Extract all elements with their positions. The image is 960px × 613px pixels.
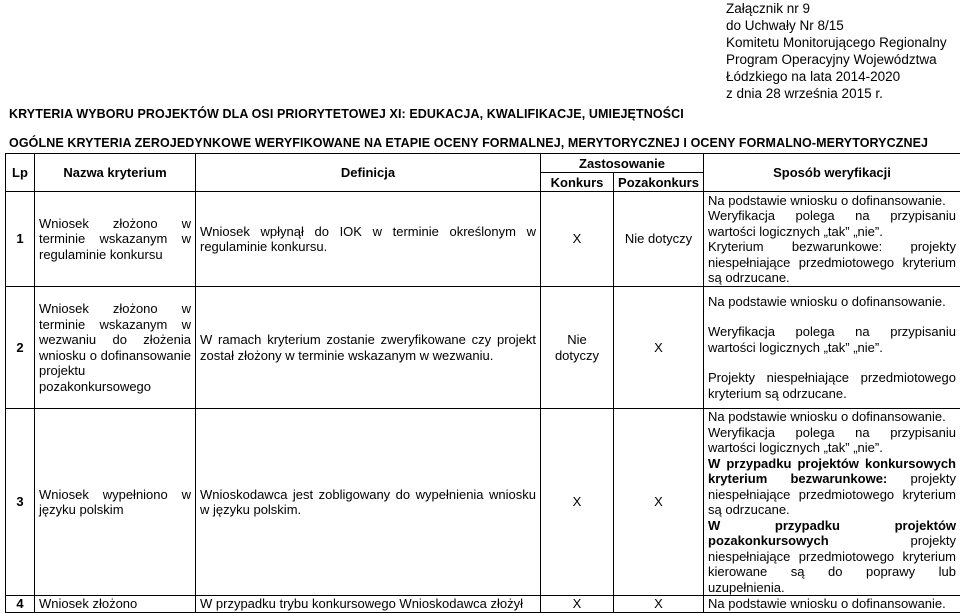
- verification-line: Na podstawie wniosku o dofinansowanie.: [708, 293, 946, 309]
- verification-method: Na podstawie wniosku o dofinansowanie.: [704, 596, 960, 613]
- header-application: Zastosowanie: [541, 154, 704, 173]
- verification-line: Weryfikacja polega na przypisaniu wartości logicznych „tak” „nie”.: [708, 208, 956, 239]
- verification-paragraph: [708, 456, 956, 518]
- verification-line: Kryterium bezwarunkowe: projekty niespełniające przedmiotowego kryterium są odrzucane.: [708, 239, 956, 285]
- konkurs-value: X: [541, 596, 614, 613]
- verification-text: projekty niespełniające przedmiotowego kryterium są odrzucane.: [708, 471, 956, 517]
- annex-line: Łódzkiego na lata 2014-2020: [726, 69, 901, 84]
- criterion-definition: W ramach kryterium zostanie zweryfikowane czy projekt został złożony w terminie wskazanym w wezwaniu.: [196, 287, 541, 409]
- header-pozakonkurs: Pozakonkurs: [614, 173, 704, 192]
- row-lp: 1: [6, 192, 35, 287]
- table-row: [6, 192, 960, 287]
- criterion-definition: Wniosek wpłynął do IOK w terminie określonym w regulaminie konkursu.: [196, 192, 541, 287]
- annex-line: Komitetu Monitorującego Regionalny: [726, 35, 947, 50]
- verification-method: [704, 287, 960, 409]
- annex-line: Załącznik nr 9: [726, 1, 811, 16]
- verification-method: [704, 192, 960, 287]
- row-lp: 2: [6, 287, 35, 409]
- criterion-name: Wniosek złożono w terminie wskazanym w wezwaniu do złożenia wniosku o dofinansowanie projektu pozakonkursowego: [35, 287, 196, 409]
- verification-bold: W przypadku projektów pozakonkursowych: [708, 517, 956, 548]
- konkurs-value: Nie dotyczy: [541, 287, 614, 409]
- pozakonkurs-value: X: [614, 596, 704, 613]
- verification-bold: W przypadku projektów konkursowych kryterium bezwarunkowe:: [708, 455, 956, 486]
- annex-line: Program Operacyjny Województwa: [726, 52, 937, 67]
- section-title: OGÓLNE KRYTERIA ZEROJEDYNKOWE WERYFIKOWANE NA ETAPIE OCENY FORMALNEJ, MERYTORYCZNEJ I OCENY FORMALNO-MERYTORYCZNEJ: [9, 136, 929, 150]
- pozakonkurs-value: Nie dotyczy: [614, 192, 704, 287]
- criterion-name: Wniosek wypełniono w języku polskim: [35, 409, 196, 596]
- table-header-row: [6, 154, 960, 173]
- annex-header: [726, 0, 947, 102]
- row-lp: 4: [6, 596, 35, 613]
- pozakonkurs-value: X: [614, 409, 704, 596]
- table-row: [6, 409, 960, 596]
- criteria-table: [5, 153, 960, 613]
- criterion-name: Wniosek złożono: [35, 596, 196, 613]
- verification-text: projekty niespełniające przedmiotowego kryterium kierowane są do poprawy lub uzupełnienia.: [708, 533, 956, 595]
- verification-paragraph: [708, 518, 956, 596]
- pozakonkurs-value: X: [614, 287, 704, 409]
- konkurs-value: X: [541, 192, 614, 287]
- criterion-definition: Wnioskodawca jest zobligowany do wypełnienia wniosku w języku polskim.: [196, 409, 541, 596]
- header-definition: Definicja: [196, 154, 541, 192]
- verification-line: Weryfikacja polega na przypisaniu wartości logicznych „tak” „nie”.: [708, 324, 956, 355]
- header-lp: Lp: [6, 154, 35, 192]
- verification-line: Weryfikacja polega na przypisaniu wartości logicznych „tak” „nie”.: [708, 424, 956, 455]
- header-verification: Sposób weryfikacji: [704, 154, 960, 192]
- spacer: [708, 309, 956, 324]
- table-row: [6, 287, 960, 409]
- verification-line: Na podstawie wniosku o dofinansowanie.: [708, 192, 946, 208]
- criterion-definition: W przypadku trybu konkursowego Wnioskodawca złożył: [196, 596, 541, 613]
- annex-line: do Uchwały Nr 8/15: [726, 18, 844, 33]
- header-konkurs: Konkurs: [541, 173, 614, 192]
- annex-line: z dnia 28 września 2015 r.: [726, 86, 883, 101]
- row-lp: 3: [6, 409, 35, 596]
- verification-line: Na podstawie wniosku o dofinansowanie.: [708, 409, 946, 424]
- spacer: [708, 355, 956, 370]
- verification-method: [704, 409, 960, 596]
- verification-line: Projekty niespełniające przedmiotowego kryterium są odrzucane.: [708, 370, 956, 401]
- document-title: KRYTERIA WYBORU PROJEKTÓW DLA OSI PRIORYTETOWEJ XI: EDUKACJA, KWALIFIKACJE, UMIEJĘTNOŚCI: [9, 107, 684, 121]
- konkurs-value: X: [541, 409, 614, 596]
- header-name: Nazwa kryterium: [35, 154, 196, 192]
- table-row: [6, 596, 960, 613]
- criterion-name: Wniosek złożono w terminie wskazanym w regulaminie konkursu: [35, 192, 196, 287]
